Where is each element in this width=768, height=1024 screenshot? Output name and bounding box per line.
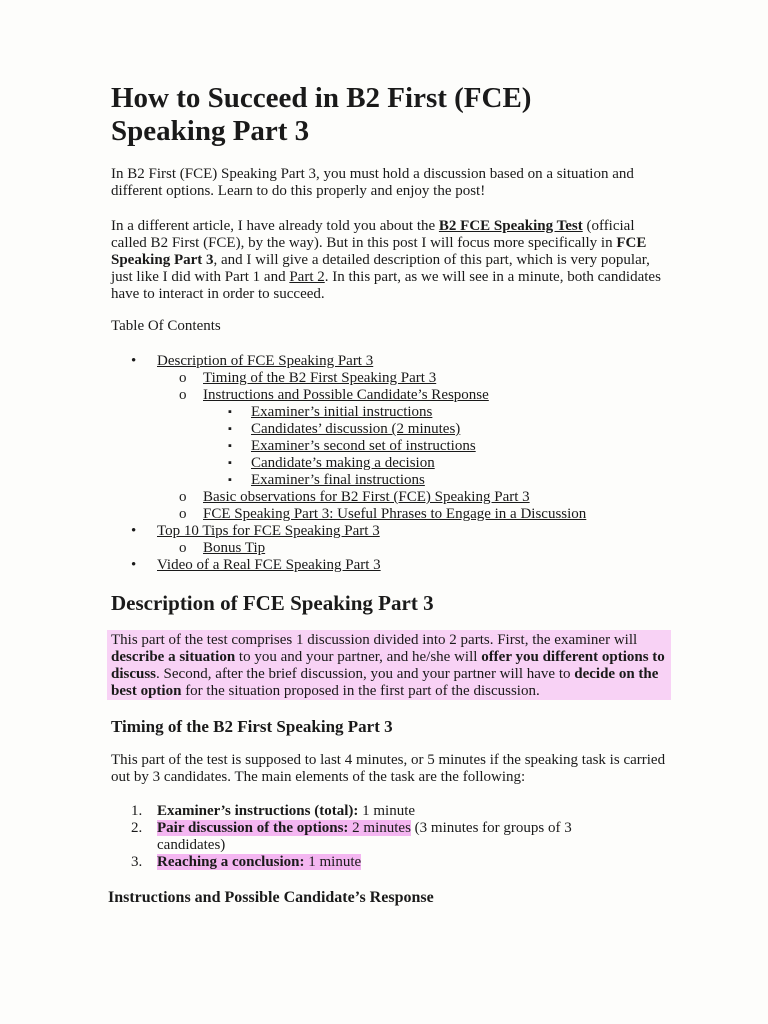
toc-item-initial-instructions[interactable]: Examiner’s initial instructions bbox=[251, 404, 433, 420]
intro-paragraph: In B2 First (FCE) Speaking Part 3, you must hold a discussion based on a situation and different options. Learn to do this properly and enjoy the post! bbox=[111, 166, 634, 199]
toc-item-making-decision[interactable]: Candidate’s making a decision bbox=[251, 455, 435, 471]
toc-bullet: o bbox=[179, 370, 187, 386]
toc-item-candidates-discussion[interactable]: Candidates’ discussion (2 minutes) bbox=[251, 421, 461, 437]
description-paragraph: This part of the test comprises 1 discussion divided into 2 parts. First, the examiner will describe a situation to you and your partner, and he/she will offer you different options to discuss. Second, after the brief discussion, you and your partner will have to decide on the best option for the situation proposed in the first part of the discussion. bbox=[111, 632, 665, 699]
list-number: 3. bbox=[131, 854, 143, 870]
toc-item-final-instructions[interactable]: Examiner’s final instructions bbox=[251, 472, 425, 488]
link-part-2[interactable]: Part 2 bbox=[289, 269, 325, 285]
toc-bullet: o bbox=[179, 489, 187, 505]
list-number: 1. bbox=[131, 803, 143, 819]
toc-bullet: • bbox=[131, 523, 137, 539]
list-item: Reaching a conclusion: 1 minute bbox=[157, 854, 362, 870]
toc-heading: Table Of Contents bbox=[111, 318, 221, 334]
toc-item-bonus-tip[interactable]: Bonus Tip bbox=[203, 540, 266, 556]
toc-item-useful-phrases[interactable]: FCE Speaking Part 3: Useful Phrases to Engage in a Discussion bbox=[203, 506, 587, 522]
list-number: 2. bbox=[131, 820, 143, 836]
toc-item-instructions[interactable]: Instructions and Possible Candidate’s Response bbox=[203, 387, 489, 403]
toc-item-description[interactable]: Description of FCE Speaking Part 3 bbox=[157, 353, 374, 369]
section-heading-timing: Timing of the B2 First Speaking Part 3 bbox=[111, 717, 393, 736]
toc-item-top-10-tips[interactable]: Top 10 Tips for FCE Speaking Part 3 bbox=[157, 523, 380, 539]
toc-item-second-instructions[interactable]: Examiner’s second set of instructions bbox=[251, 438, 476, 454]
toc-bullet: ▪ bbox=[228, 406, 232, 418]
toc-item-timing[interactable]: Timing of the B2 First Speaking Part 3 bbox=[203, 370, 437, 386]
toc-item-basic-observations[interactable]: Basic observations for B2 First (FCE) Speaking Part 3 bbox=[203, 489, 530, 505]
toc-bullet: ▪ bbox=[228, 474, 232, 486]
body-paragraph-2: In a different article, I have already told you about the B2 FCE Speaking Test (official called B2 First (FCE), by the way). But in this post I will focus more specifically in FCE Speaking Part 3, and I will give a detailed description of this part, which is very popular, just like I did with Part 1 and Part 2. In this part, as we will see in a minute, both candidates have to interact in order to succeed. bbox=[111, 218, 661, 302]
section-heading-instructions: Instructions and Possible Candidate’s Response bbox=[108, 889, 434, 906]
toc-bullet: • bbox=[131, 353, 137, 369]
page-title: How to Succeed in B2 First (FCE) Speaking Part 3 bbox=[111, 82, 532, 147]
timing-paragraph: This part of the test is supposed to last 4 minutes, or 5 minutes if the speaking task is carried out by 3 candidates. The main elements of the task are the following: bbox=[111, 752, 666, 785]
section-heading-description: Description of FCE Speaking Part 3 bbox=[111, 591, 434, 615]
toc-bullet: o bbox=[179, 387, 187, 403]
toc-bullet: • bbox=[131, 557, 137, 573]
list-item: Pair discussion of the options: 2 minutes (3 minutes for groups of 3 candidates) bbox=[157, 820, 572, 853]
toc-bullet: o bbox=[179, 540, 187, 556]
link-fce-speaking-test[interactable]: B2 FCE Speaking Test bbox=[438, 218, 583, 234]
toc-bullet: ▪ bbox=[228, 440, 232, 452]
toc-bullet: ▪ bbox=[228, 457, 232, 469]
list-item: Examiner’s instructions (total): 1 minute bbox=[157, 803, 416, 819]
toc-item-video[interactable]: Video of a Real FCE Speaking Part 3 bbox=[157, 557, 381, 573]
toc-bullet: o bbox=[179, 506, 187, 522]
toc-bullet: ▪ bbox=[228, 423, 232, 435]
